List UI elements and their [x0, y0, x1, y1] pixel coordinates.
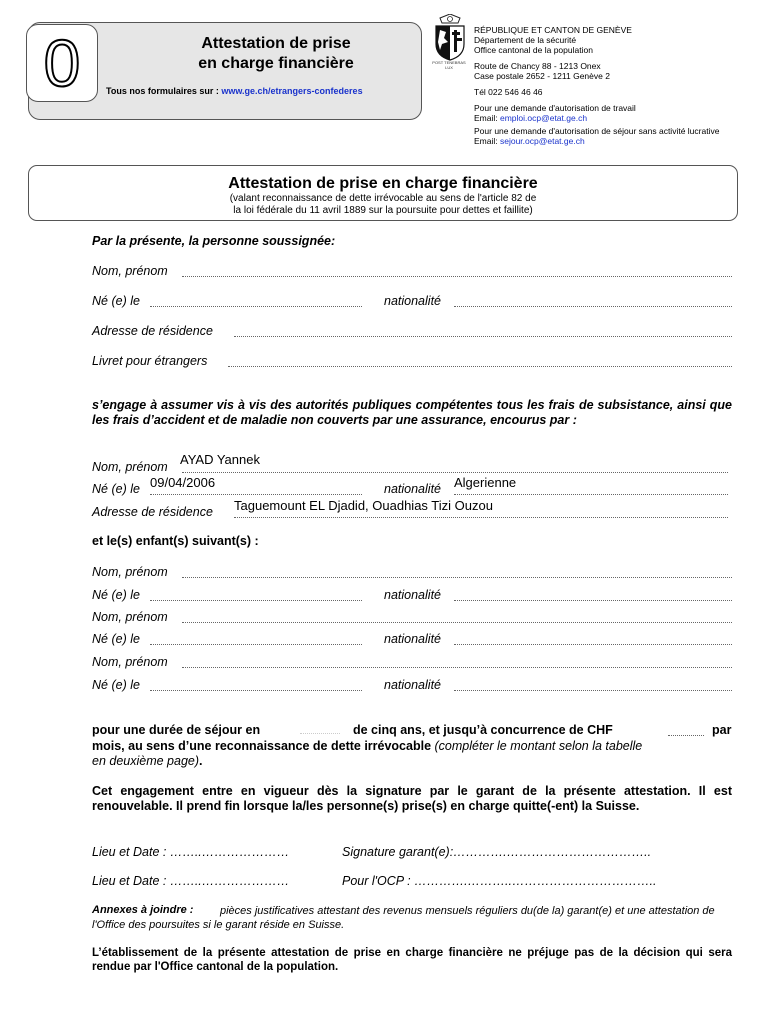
- child1-name-field[interactable]: [182, 577, 732, 578]
- address-office: Office cantonal de la population: [474, 45, 593, 55]
- beneficiary-birth-field: [150, 494, 362, 495]
- child1-nationality-label: nationalité: [384, 588, 441, 602]
- child3-birth-label: Né (e) le: [92, 678, 140, 692]
- beneficiary-address-field: [234, 517, 728, 518]
- beneficiary-nationality-label: nationalité: [384, 482, 441, 496]
- guarantor-nationality-field[interactable]: [454, 306, 732, 307]
- guarantor-address-label: Adresse de résidence: [92, 324, 213, 338]
- child1-birth-field[interactable]: [150, 600, 362, 601]
- validity-text: Cet engagement entre en vigueur dès la signature par le garant de la présente attestation. Il est renouvelable. Il prend fin lorsque la/les personne(s) prise(s) en charge quitte(-ent) la Suisse.: [92, 784, 732, 813]
- child2-name-field[interactable]: [182, 622, 732, 623]
- title-subtitle-line1: (valant reconnaissance de dette irrévocable au sens de l'article 82 de: [229, 193, 537, 204]
- beneficiary-name-value[interactable]: AYAD Yannek: [180, 452, 260, 467]
- child2-name-label: Nom, prénom: [92, 610, 168, 624]
- forms-link[interactable]: www.ge.ch/etrangers-confederes: [221, 86, 363, 96]
- duration-field[interactable]: [300, 733, 340, 734]
- guarantor-birth-field[interactable]: [150, 306, 362, 307]
- main-title: Attestation de prise en charge financière: [228, 175, 538, 192]
- address-department: Département de la sécurité: [474, 35, 577, 45]
- beneficiary-nationality-value[interactable]: Algerienne: [454, 475, 517, 490]
- beneficiary-nationality-field: [454, 494, 728, 495]
- guarantor-address-field[interactable]: [234, 336, 732, 337]
- duration-part3: par: [712, 723, 732, 737]
- form-number: 0: [26, 24, 98, 102]
- work-email-link[interactable]: emploi.ocp@etat.ge.ch: [499, 113, 588, 123]
- guarantor-birth-label: Né (e) le: [92, 294, 140, 308]
- annexes-text: pièces justificatives attestant des revenus mensuels réguliers du(de la) garant(e) et une attestation de l'Office des poursuites si le garant réside en Suisse.: [92, 905, 715, 931]
- forms-link-line: [106, 86, 363, 96]
- title-subtitle-line2: la loi fédérale du 11 avril 1889 sur la poursuite pour dettes et faillite): [233, 205, 533, 216]
- guarantor-name-field[interactable]: [182, 276, 732, 277]
- beneficiary-name-field: [182, 472, 728, 473]
- annexes-label: Annexes à joindre :: [92, 904, 194, 916]
- child3-nationality-field[interactable]: [454, 690, 732, 691]
- guarantor-signature[interactable]: Signature garant(e):………….……………………………..: [342, 845, 652, 859]
- ocp-signature[interactable]: Pour l'OCP : ………….………..……………………………..: [342, 874, 657, 888]
- beneficiary-address-value[interactable]: Taguemount EL Djadid, Ouadhias Tizi Ouzou: [234, 498, 493, 513]
- main-title-box: [28, 165, 738, 221]
- work-email-prefix: Email:: [474, 113, 500, 123]
- child1-name-label: Nom, prénom: [92, 565, 168, 579]
- guarantor-permit-field[interactable]: [228, 366, 732, 367]
- stay-email-link[interactable]: sejour.ocp@etat.ge.ch: [499, 136, 585, 146]
- child3-name-field[interactable]: [182, 667, 732, 668]
- stay-email-line: [474, 136, 764, 146]
- coat-motto: POST TENEBRAS LUX: [432, 60, 466, 70]
- guarantor-intro: Par la présente, la personne soussignée:: [92, 234, 336, 248]
- stay-email-prefix: Email:: [474, 136, 500, 146]
- form-title-line2: en charge financière: [198, 55, 354, 72]
- beneficiary-birth-label: Né (e) le: [92, 482, 140, 496]
- beneficiary-birth-value[interactable]: 09/04/2006: [150, 475, 216, 490]
- address-block: [474, 25, 764, 146]
- child3-nationality-label: nationalité: [384, 678, 441, 692]
- child1-birth-label: Né (e) le: [92, 588, 140, 602]
- duration-line3-italic: en deuxième page): [92, 754, 200, 768]
- form-title: [130, 34, 422, 74]
- child1-nationality-field[interactable]: [454, 600, 732, 601]
- work-permit-label: Pour une demande d'autorisation de travail: [474, 103, 636, 113]
- form-title-line1: Attestation de prise: [201, 35, 351, 52]
- amount-field[interactable]: [668, 735, 704, 736]
- beneficiary-name-label: Nom, prénom: [92, 460, 168, 474]
- place-date-ocp[interactable]: Lieu et Date : ……..…………………: [92, 874, 290, 888]
- children-intro: et le(s) enfant(s) suivant(s) :: [92, 534, 259, 548]
- guarantor-permit-label: Livret pour étrangers: [92, 354, 208, 368]
- place-date-guarantor[interactable]: Lieu et Date : ……..…………………: [92, 845, 290, 859]
- commitment-text: s’engage à assumer vis à vis des autorités publiques compétentes tous les frais de subsistance, ainsi que les frais d’accident et de maladie non couverts par une assurance, encourus par :: [92, 398, 732, 427]
- duration-line2-italic: (compléter le montant selon la tabelle: [431, 739, 643, 753]
- forms-link-prefix: Tous nos formulaires sur :: [106, 86, 222, 96]
- guarantor-name-label: Nom, prénom: [92, 264, 168, 278]
- duration-line2-bold: mois, au sens d’une reconnaissance de dette irrévocable: [92, 739, 432, 753]
- address-postbox: Case postale 2652 - 1211 Genève 2: [474, 71, 610, 81]
- stay-permit-label: Pour une demande d'autorisation de séjour sans activité lucrative: [474, 126, 720, 136]
- guarantor-nationality-label: nationalité: [384, 294, 441, 308]
- address-republic: RÉPUBLIQUE ET CANTON DE GENÈVE: [474, 25, 632, 35]
- geneva-coat-of-arms-icon: [432, 14, 468, 66]
- child2-nationality-field[interactable]: [454, 644, 732, 645]
- child2-birth-field[interactable]: [150, 644, 362, 645]
- duration-part1: pour une durée de séjour en: [92, 723, 261, 737]
- child3-birth-field[interactable]: [150, 690, 362, 691]
- duration-part2: de cinq ans, et jusqu’à concurrence de CHF: [353, 723, 613, 737]
- duration-line2: [92, 739, 732, 769]
- child3-name-label: Nom, prénom: [92, 655, 168, 669]
- work-email-line: [474, 113, 764, 123]
- address-street: Route de Chancy 88 - 1213 Onex: [474, 61, 601, 71]
- beneficiary-address-label: Adresse de résidence: [92, 505, 213, 519]
- duration-line3-end: .: [199, 754, 203, 768]
- child2-birth-label: Né (e) le: [92, 632, 140, 646]
- child2-nationality-label: nationalité: [384, 632, 441, 646]
- final-note: L’établissement de la présente attestation de prise en charge financière ne préjuge pas de la décision qui sera rendue par l'Office cantonal de la population.: [92, 947, 732, 973]
- address-phone: Tél 022 546 46 46: [474, 87, 543, 97]
